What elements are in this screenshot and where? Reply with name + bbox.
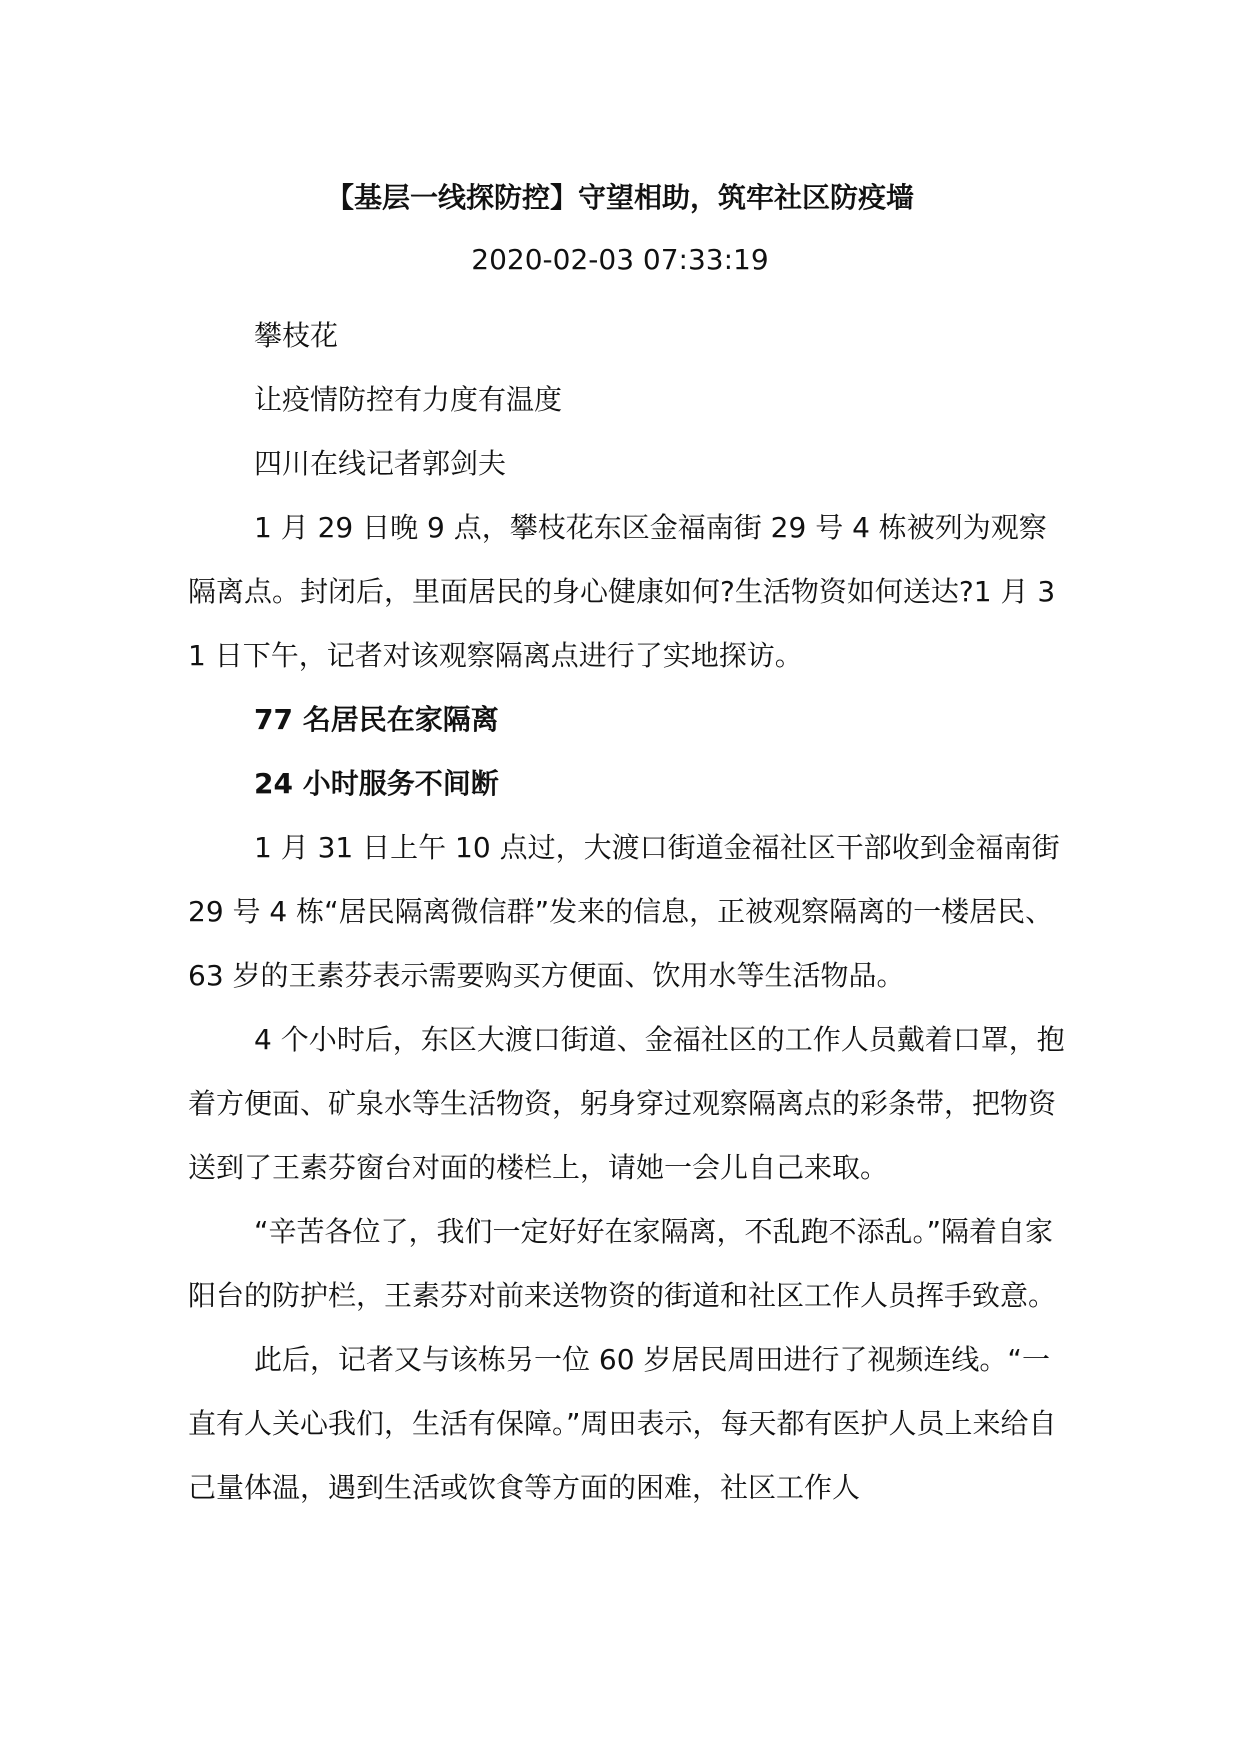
article-paragraph: 24 小时服务不间断	[254, 767, 499, 800]
article-paragraph: 让疫情防控有力度有温度	[254, 383, 563, 416]
article-paragraph: 此后，记者又与该栋另一位 60 岁居民周田进行了视频连线。“一直有人关心我们，生活有保障。”周田表示，每天都有医护人员上来给自己量体温，遇到生活或饮食等方面的困难，社区工作人	[188, 1343, 1057, 1504]
article-title: 【基层一线探防控】守望相助，筑牢社区防疫墙	[325, 181, 914, 214]
article-paragraph: 77 名居民在家隔离	[254, 703, 499, 736]
article-paragraph: 1 月 31 日上午 10 点过，大渡口街道金福社区干部收到金福南街 29 号 4 栋“居民隔离微信群”发来的信息，正被观察隔离的一楼居民、63 岁的王素芬表示需要购买方便面、饮用水等生活物品。	[188, 831, 1060, 992]
article-paragraph: 攀枝花	[254, 319, 339, 352]
article-body	[188, 304, 1068, 1520]
publish-datetime: 2020-02-03 07:33:19	[471, 243, 769, 276]
article-paragraph: 4 个小时后，东区大渡口街道、金福社区的工作人员戴着口罩，抱着方便面、矿泉水等生活物资，躬身穿过观察隔离点的彩条带，把物资送到了王素芬窗台对面的楼栏上，请她一会儿自己来取。	[188, 1023, 1065, 1184]
article-paragraph: “辛苦各位了，我们一定好好在家隔离，不乱跑不添乱。”隔着自家阳台的防护栏，王素芬对前来送物资的街道和社区工作人员挥手致意。	[188, 1215, 1057, 1312]
article-paragraph: 四川在线记者郭剑夫	[254, 447, 507, 480]
article-paragraph: 1 月 29 日晚 9 点，攀枝花东区金福南街 29 号 4 栋被列为观察隔离点。封闭后，里面居民的身心健康如何?生活物资如何送达?1 月 31 日下午，记者对该观察隔离点进行了实地探访。	[188, 511, 1056, 672]
